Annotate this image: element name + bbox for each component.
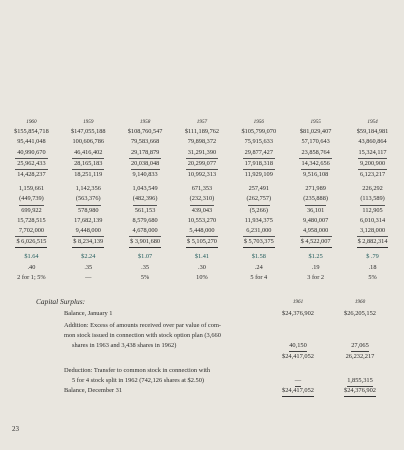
table-cell [174, 216, 231, 226]
table-cell [287, 169, 344, 180]
cell-value: 9,200,900 [358, 158, 387, 169]
cell-value: (482,396) [132, 195, 158, 203]
table-cell [287, 226, 344, 236]
table-cell [230, 169, 287, 180]
cell-value: 561,153 [133, 205, 157, 216]
table-cell [117, 216, 174, 226]
cell-value: 1,043,549 [132, 185, 158, 193]
table-cell [287, 273, 344, 283]
cell-value: 36,101 [305, 205, 326, 216]
cell-value: 699,922 [19, 205, 43, 216]
addition-line-3: shares in 1963 and 3,438 shares in 1962) [72, 342, 177, 349]
cell-value: .30 [198, 263, 206, 271]
table-cell [344, 226, 401, 236]
table-row [3, 252, 401, 262]
cell-value: 10,992,313 [186, 169, 218, 180]
cell-value: 9,140,833 [131, 169, 160, 180]
table-cell [344, 184, 401, 194]
table-cell [230, 216, 287, 226]
cell-value: 31,291,390 [187, 148, 217, 156]
cell-value: $ 6,026,515 [15, 236, 47, 248]
table-cell [174, 273, 231, 283]
table-cell [174, 127, 231, 137]
table-cell [230, 127, 287, 137]
table-cell [230, 194, 287, 204]
table-cell [230, 158, 287, 169]
table-cell [117, 252, 174, 262]
cell-value: 20,299,077 [186, 158, 218, 169]
deduction-line-2: 5 for 4 stock split in 1962 (742,126 shares at $2.50) [72, 377, 205, 384]
table-cell [230, 263, 287, 273]
cell-value: 29,178,879 [130, 148, 160, 156]
table-cell [287, 137, 344, 147]
cell-value: 11,929,109 [243, 169, 275, 180]
table-cell [117, 273, 174, 283]
table-cell [117, 137, 174, 147]
ten-year-summary-table [3, 117, 401, 283]
year-header-row [3, 117, 401, 127]
cell-value: $147,055,188 [70, 128, 106, 136]
table-cell [344, 169, 401, 180]
balance-january-1961: $24,376,902 [282, 310, 314, 317]
table-cell [344, 216, 401, 226]
table-cell [117, 194, 174, 204]
table-cell [287, 148, 344, 158]
cell-value: $111,189,762 [184, 128, 220, 136]
table-row [3, 158, 401, 169]
table-cell [344, 127, 401, 137]
table-cell [174, 205, 231, 216]
year-header: 1954 [367, 119, 378, 125]
table-cell [174, 263, 231, 273]
table-cell [230, 236, 287, 248]
year-header: 1955 [310, 119, 321, 125]
cell-value: 271,989 [305, 185, 326, 193]
cell-value: $1.07 [138, 253, 153, 261]
table-cell [230, 184, 287, 194]
cell-value: 40,990,670 [17, 148, 46, 156]
subtotal-1960: 26,232,217 [345, 353, 375, 360]
table-cell [174, 137, 231, 147]
table-cell [60, 252, 117, 262]
cell-value: 1,159,661 [18, 185, 45, 193]
table-cell [60, 137, 117, 147]
table-cell [230, 252, 287, 262]
cell-value: 20,038,048 [129, 158, 161, 169]
table-cell [174, 158, 231, 169]
cell-value: 5 for 4 [250, 273, 268, 281]
table-cell [3, 226, 60, 236]
table-cell [117, 263, 174, 273]
cell-value: 257,491 [248, 185, 270, 193]
table-cell [117, 148, 174, 158]
cell-value: 14,428,237 [15, 169, 47, 180]
table-cell [287, 252, 344, 262]
balance-december-label: Balance, December 31 [64, 387, 123, 394]
table-cell [3, 184, 60, 194]
table-cell [3, 263, 60, 273]
table-cell [3, 169, 60, 180]
table-cell [344, 236, 401, 248]
table-cell [287, 158, 344, 169]
table-cell [3, 252, 60, 262]
page-number: 23 [12, 425, 19, 433]
table-cell [230, 205, 287, 216]
table-cell [287, 236, 344, 248]
table-cell [60, 194, 117, 204]
cell-value: 4,678,000 [132, 227, 158, 235]
cell-value: .35 [84, 263, 93, 271]
table-cell [60, 236, 117, 248]
table-row [3, 273, 401, 283]
table-row [3, 169, 401, 180]
table-cell [174, 148, 231, 158]
cell-value: $ 2,882,314 [357, 236, 389, 248]
cell-value: 43,860,864 [358, 138, 387, 146]
table-row [3, 137, 401, 147]
table-cell [3, 148, 60, 158]
table-cell [344, 205, 401, 216]
table-cell [230, 273, 287, 283]
table-cell [117, 205, 174, 216]
cell-value: 25,962,433 [15, 158, 47, 169]
balance-december-1960: $24,376,902 [344, 386, 376, 397]
cell-value: 28,165,183 [72, 158, 104, 169]
addition-1960: 27,065 [351, 341, 369, 352]
table-cell [344, 158, 401, 169]
cell-value: (563,376) [75, 195, 101, 203]
table-cell [344, 148, 401, 158]
cell-value: (113,589) [360, 195, 385, 203]
year-header: 1956 [253, 119, 264, 125]
cell-value: 5,448,000 [189, 227, 215, 235]
cell-value: 112,905 [360, 205, 384, 216]
cell-value: $ 8,234,139 [72, 236, 104, 248]
cell-value: $ 4,522,007 [300, 236, 332, 248]
table-cell [60, 127, 117, 137]
cell-value: 6,231,000 [246, 227, 272, 235]
year-header: 1960 [26, 119, 37, 125]
capital-surplus-title: Capital Surplus: [36, 297, 86, 306]
cell-value: 3,128,000 [359, 227, 386, 235]
balance-january-1960: $26,205,152 [344, 310, 376, 317]
cell-value: $1.58 [251, 253, 266, 261]
cell-value: 226,292 [362, 185, 383, 193]
table-cell [117, 158, 174, 169]
table-cell [174, 169, 231, 180]
year-header-1961: 1961 [292, 299, 304, 305]
table-cell [344, 194, 401, 204]
cell-value: (449,739) [19, 195, 44, 203]
table-cell [174, 252, 231, 262]
deduction-1961: — [295, 376, 301, 387]
cell-value: $1.64 [24, 253, 39, 261]
table-cell [117, 226, 174, 236]
cell-value: (262,757) [246, 195, 272, 203]
cell-value: 578,980 [76, 205, 100, 216]
table-row [3, 205, 401, 216]
table-cell [3, 127, 60, 137]
table-cell [287, 205, 344, 216]
cell-value: $1.41 [194, 253, 210, 261]
cell-value: 75,915,633 [244, 138, 273, 146]
table-cell [3, 273, 60, 283]
table-cell [60, 216, 117, 226]
cell-value: 2 for 1; 5% [17, 273, 46, 281]
cell-value: 5% [140, 273, 150, 281]
table-row [3, 263, 401, 273]
cell-value: 57,170,643 [301, 138, 330, 146]
cell-value: 8,579,680 [132, 216, 158, 224]
cell-value: (232,310) [189, 195, 215, 203]
table-cell [344, 137, 401, 147]
table-row [3, 184, 401, 194]
subtotal-1961: $24,417,052 [282, 353, 314, 360]
cell-value: 439,043 [190, 205, 214, 216]
table-cell [3, 158, 60, 169]
cell-value: 17,918,318 [243, 158, 275, 169]
table-cell [60, 263, 117, 273]
table-cell [60, 205, 117, 216]
table-cell [344, 252, 401, 262]
table-cell [287, 194, 344, 204]
table-row [3, 127, 401, 137]
cell-value: $105,799,070 [241, 128, 277, 136]
cell-value: $1.25 [308, 253, 323, 261]
table-cell [60, 184, 117, 194]
cell-value: 10% [196, 273, 208, 281]
cell-value: 18,251,119 [72, 169, 104, 180]
table-cell [60, 226, 117, 236]
table-cell [117, 236, 174, 248]
cell-value: 14,342,656 [299, 158, 331, 169]
cell-value: 15,324,117 [358, 148, 387, 156]
table-cell [3, 137, 60, 147]
cell-value: 17,682,139 [74, 216, 103, 224]
cell-value: 46,416,402 [74, 148, 103, 156]
table-cell [174, 226, 231, 236]
cell-value: $59,184,981 [356, 128, 389, 136]
cell-value: .35 [141, 263, 150, 271]
cell-value: 5% [368, 273, 377, 281]
cell-value: 9,516,108 [301, 169, 330, 180]
cell-value: 9,448,000 [75, 227, 101, 235]
table-cell [3, 205, 60, 216]
table-cell [3, 194, 60, 204]
table-cell [174, 184, 231, 194]
cell-value: 79,898,372 [187, 138, 217, 146]
cell-value: .18 [368, 263, 377, 271]
table-cell [287, 184, 344, 194]
cell-value: 3 for 2 [307, 273, 325, 281]
table-cell [117, 169, 174, 180]
cell-value: 95,441,048 [17, 138, 46, 146]
table-cell [117, 127, 174, 137]
cell-value: (235,888) [303, 195, 328, 203]
table-cell [174, 236, 231, 248]
table-cell [344, 263, 401, 273]
table-cell [3, 216, 60, 226]
table-cell [287, 127, 344, 137]
cell-value: 4,958,000 [303, 227, 329, 235]
cell-value: $ 3,901,680 [129, 236, 161, 248]
cell-value: $ 5,703,375 [243, 236, 275, 248]
cell-value: 79,583,668 [130, 138, 160, 146]
addition-line-1: Addition: Excess of amounts received over par value of com- [64, 322, 222, 329]
table-cell [287, 216, 344, 226]
table-cell [230, 148, 287, 158]
table-cell [117, 184, 174, 194]
balance-december-1961: $24,417,052 [282, 386, 314, 397]
cell-value: .40 [27, 263, 36, 271]
cell-value: 29,877,427 [244, 148, 273, 156]
cell-value: $2.24 [81, 253, 96, 261]
table-cell [60, 148, 117, 158]
cell-value: 671,353 [191, 185, 213, 193]
deduction-1960: 1,855,315 [347, 376, 373, 387]
cell-value: $ .79 [366, 253, 379, 261]
cell-value: $108,760,547 [127, 128, 163, 136]
cell-value: — [85, 273, 92, 281]
table-row [3, 226, 401, 236]
cell-value: $81,029,407 [299, 128, 332, 136]
cell-value: 10,553,270 [187, 216, 217, 224]
table-row [3, 216, 401, 226]
cell-value: $155,854,718 [14, 128, 49, 136]
cell-value: .19 [311, 263, 320, 271]
year-header: 1958 [139, 119, 151, 125]
cell-value: .24 [254, 263, 263, 271]
year-header: 1959 [83, 119, 94, 125]
cell-value: 1,142,356 [75, 185, 101, 193]
cell-value: 100,606,786 [72, 138, 104, 146]
table-cell [344, 273, 401, 283]
table-row [3, 236, 401, 248]
deduction-line-1: Deduction: Transfer to common stock in connection with [64, 367, 211, 374]
cell-value: (5,266) [248, 205, 270, 216]
cell-value: 6,123,217 [358, 169, 387, 180]
table-row [3, 148, 401, 158]
table-cell [60, 273, 117, 283]
cell-value: $ 5,105,270 [186, 236, 218, 248]
cell-value: 11,934,375 [244, 216, 273, 224]
cell-value: 9,480,007 [303, 216, 329, 224]
table-cell [230, 137, 287, 147]
table-cell [3, 236, 60, 248]
cell-value: 6,010,314 [359, 216, 386, 224]
table-row [3, 194, 401, 204]
addition-line-2: mon stock issued in connection with stock option plan (3,660 [64, 332, 221, 339]
year-header: 1957 [196, 119, 208, 125]
table-cell [60, 169, 117, 180]
balance-january-label: Balance, January 1 [64, 310, 113, 317]
table-cell [230, 226, 287, 236]
cell-value: 23,858,764 [301, 148, 330, 156]
table-cell [287, 263, 344, 273]
year-header-1960: 1960 [354, 299, 366, 305]
table-cell [60, 158, 117, 169]
cell-value: 15,728,515 [17, 216, 46, 224]
table-cell [174, 194, 231, 204]
addition-1961: 40,150 [289, 341, 307, 352]
cell-value: 7,702,000 [18, 227, 45, 235]
